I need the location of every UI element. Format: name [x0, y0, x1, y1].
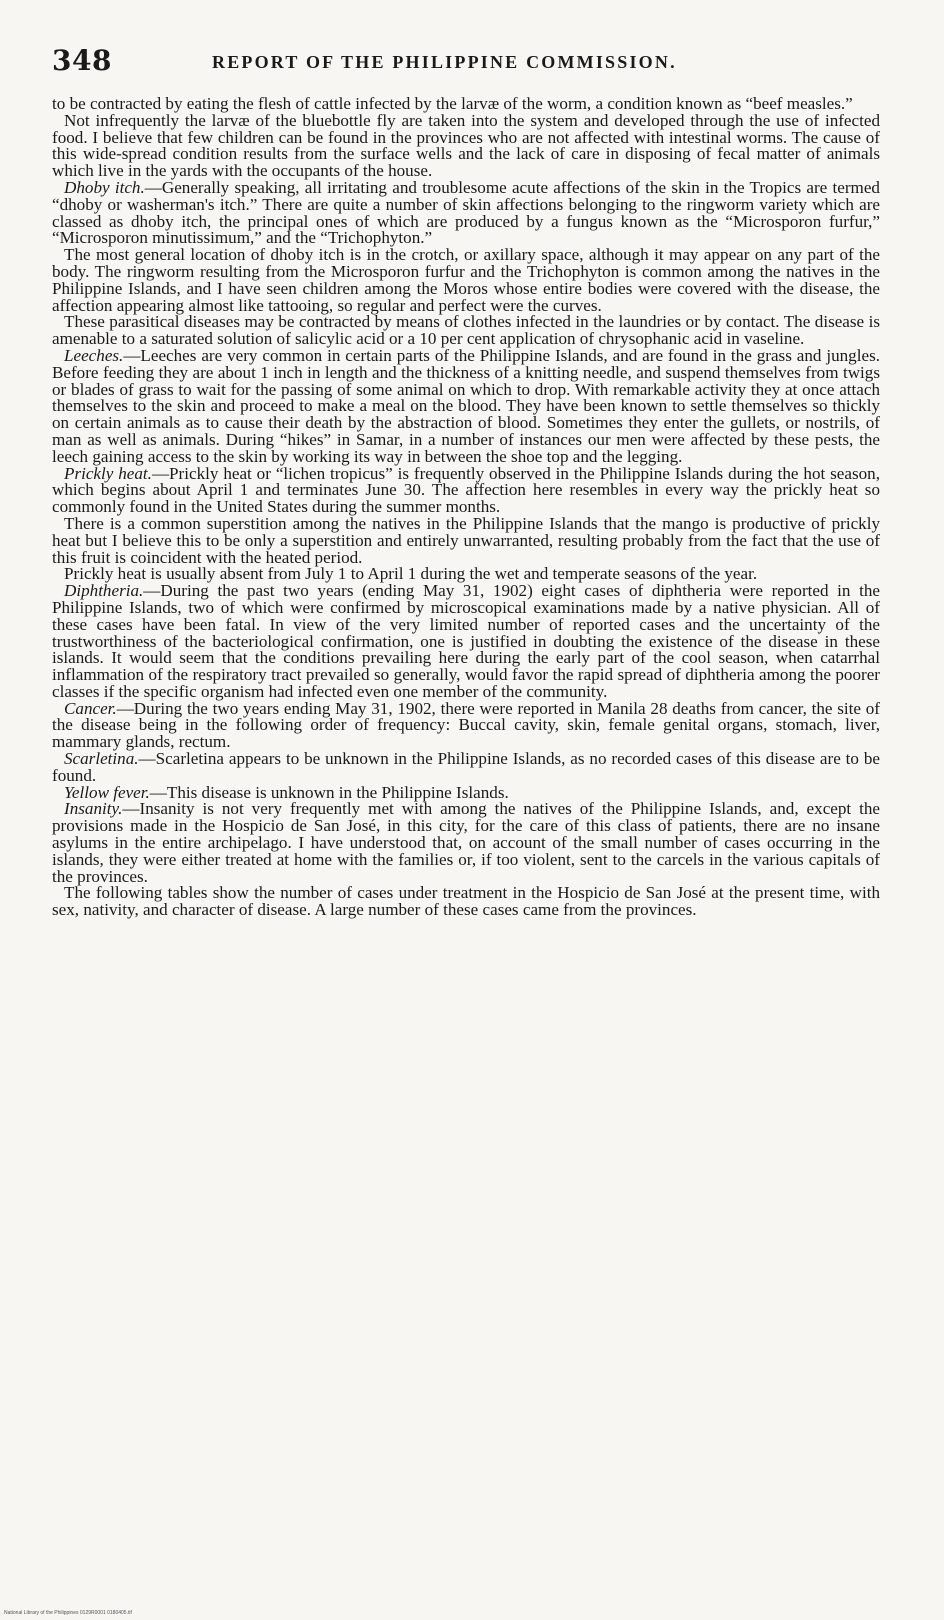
- paragraph-text: There is a common superstition among the natives in the Philippine Islands that the mango is productive of prickly heat but I believe this to be only a superstition and entirely unwarranted, resulting probably from the fact that the use of this fruit is coincident with the heated period.: [52, 513, 880, 567]
- paragraph-text: —During the past two years (ending May 31, 1902) eight cases of diphtheria were reported in the Philippine Islands, two of which were confirmed by microscopical examinations made by a native physician. All of these cases have been fatal. In view of the very limited number of reported cases and the uncertainty of the trustworthiness of the bacteriological confirmation, one is justified in doubting the existence of the disease in these islands. It would seem that the conditions prevailing here during the early part of the cool season, when catarrhal inflammation of the respiratory tract prevailed so generally, would favor the rapid spread of diphtheria among the poorer classes if the specific organism had infected even one member of the community.: [52, 581, 880, 701]
- section-lead: Insanity.: [64, 799, 123, 819]
- section-lead: Diphtheria.: [64, 581, 144, 601]
- paragraph-text: The most general location of dhoby itch is in the crotch, or axillary space, although it may appear on any part of the body. The ringworm resulting from the Microsporon furfur and the Trichophyton is common among the natives in the Philippine Islands, and I have seen children among the Moros whose entire bodies were covered with the disease, the affection appearing almost like tattooing, so regular and perfect were the curves.: [52, 245, 880, 315]
- paragraph: [52, 247, 880, 314]
- paragraph-text: —Scarletina appears to be unknown in the Philippine Islands, as no recorded cases of this disease are to be found.: [52, 749, 880, 785]
- paragraph: [52, 463, 880, 517]
- paragraph-text: —During the two years ending May 31, 1902, there were reported in Manila 28 deaths from cancer, the site of the disease being in the following order of frequency: Buccal cavity, skin, female genital organs, stomach, liver, mammary glands, rectum.: [52, 698, 880, 752]
- paragraph-text: —Leeches are very common in certain parts of the Philippine Islands, and are found in the grass and jungles. Before feeding they are about 1 inch in length and the thickness of a knitting needle, and suspend themselves from twigs or blades of grass to wait for the passing of some animal on which to drop. With remarkable activity they at once attach themselves to the skin and proceed to make a meal on the blood. They have been known to settle themselves so thickly on certain animals as to cause their death by the abstraction of blood. Sometimes they enter the gullets, or nostrils, of man as well as animals. During “hikes” in Samar, in a number of instances our men were affected by these pests, the leech gaining access to the skin by working its way in between the shoe top and the legging.: [52, 345, 880, 466]
- paragraph-text: Prickly heat is usually absent from July 1 to April 1 during the wet and temperate seasons of the year.: [64, 564, 758, 584]
- paragraph-text: Not infrequently the larvæ of the bluebottle fly are taken into the system and developed through the use of infected food. I believe that few children can be found in the provinces who are not affected with intestinal worms. The cause of this wide-spread condition results from the surface wells and the lack of care in disposing of fecal matter of animals which live in the yards with the occupants of the house.: [52, 110, 880, 181]
- paragraph: [52, 698, 880, 752]
- paragraph-text: These parasitical diseases may be contracted by means of clothes infected in the laundries or by contact. The disease is amenable to a saturated solution of salicylic acid or a 10 per cent application of chrysophanic acid in vaseline.: [52, 312, 880, 349]
- paragraph: [52, 583, 880, 701]
- scan-footer-note: National Library of the Philippines 0129R0001 0180405.tif: [4, 1610, 132, 1616]
- section-lead: Scarletina.: [64, 749, 139, 769]
- paragraph-text: The following tables show the number of cases under treatment in the Hospicio de San José at the present time, with sex, nativity, and character of disease. A large number of these cases came from the provinces.: [52, 883, 880, 920]
- paragraph: [52, 345, 880, 466]
- paragraph-text: —This disease is unknown in the Philippine Islands.: [149, 782, 509, 802]
- section-lead: Dhoby itch.: [64, 177, 145, 197]
- section-lead: Leeches.: [64, 345, 124, 365]
- paragraph-text: —Insanity is not very frequently met with among the natives of the Philippine Islands, and, except the provisions made in the Hospicio de San José, in this city, for the care of this class of patients, there are no insane asylums in the entire archipelago. I have understood that, on account of the small number of cases occurring in the islands, they were either treated at home with the families or, if too violent, sent to the carcels in the various capitals of the provinces.: [52, 799, 880, 886]
- page-number: 348: [52, 44, 112, 77]
- paragraph: [52, 110, 880, 181]
- running-title: REPORT OF THE PHILIPPINE COMMISSION.: [212, 52, 677, 72]
- paragraph: [52, 801, 880, 885]
- paragraph: [52, 177, 880, 248]
- paragraph: [52, 751, 880, 785]
- section-lead: Prickly heat.: [64, 463, 152, 483]
- paragraph-text: —Generally speaking, all irritating and troublesome acute affections of the skin in the Tropics are termed “dhoby or washerman's itch.” There are quite a number of skin affections belonging to the ringworm variety which are classed as dhoby itch, the principal ones of which are produced by a fungus known as the “Microsporon furfur,” “Microsporon minutissimum,” and the “Trichophyton.”: [52, 177, 880, 248]
- paragraph: [52, 513, 880, 567]
- paragraph-text: —Prickly heat or “lichen tropicus” is frequently observed in the Philippine Islands during the hot season, which begins about April 1 and terminates June 30. The affection here resembles in every way the prickly heat so commonly found in the United States during the summer months.: [52, 463, 880, 517]
- body-text: [52, 96, 880, 919]
- paragraph-text: to be contracted by eating the flesh of cattle infected by the larvæ of the worm, a condition known as “beef measles.”: [52, 94, 853, 113]
- section-lead: Yellow fever.: [64, 782, 150, 802]
- section-lead: Cancer.: [64, 698, 117, 718]
- page-header: [52, 44, 892, 78]
- paragraph: [52, 885, 880, 919]
- paragraph: [52, 314, 880, 348]
